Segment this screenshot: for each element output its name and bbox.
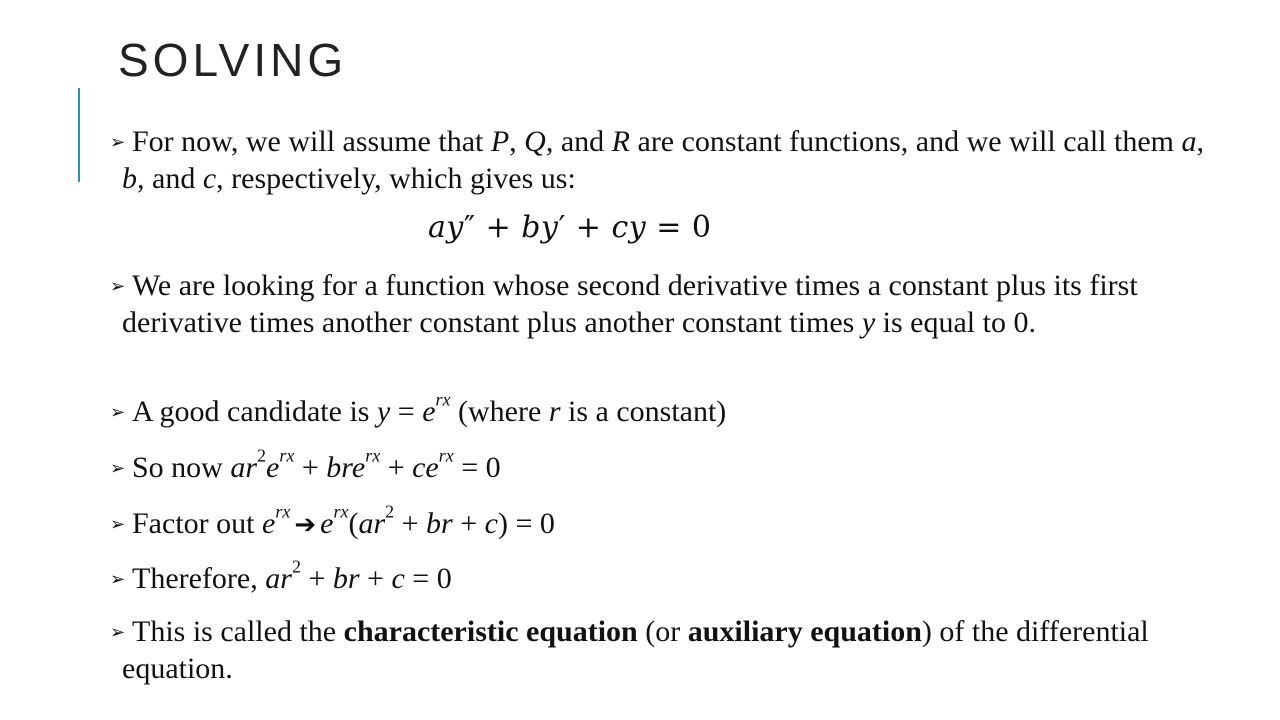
arrowhead-bullet-icon: ➢ xyxy=(110,132,126,153)
bullet-good-candidate: ➢ A good candidate is $y = e^{rx}$ (where r is a constant) xyxy=(110,394,1222,431)
bullet-therefore: ➢ Therefore, $ar^2$ + br + c = 0 xyxy=(110,561,1222,598)
bullet-constant-functions: ➢ For now, we will assume that P, Q, and R are constant functions, and we will call them a, b, and c, respectively, which gives us: xyxy=(110,125,1204,195)
bullet-substitution: ➢ So now $ar^2e^{rx} + bre^{rx} + ce^{rx} = 0$ xyxy=(110,450,1222,487)
arrowhead-bullet-icon: ➢ xyxy=(110,569,126,590)
arrowhead-bullet-icon: ➢ xyxy=(110,276,126,297)
differential-equation: ay″ + by′ + cy = 0 xyxy=(428,210,712,245)
bullet-factor-out: ➢ Factor out $e^{rx}$ ➔ $e^{rx}(ar^2$ + br + c) = 0 xyxy=(110,506,1222,543)
bullet-characteristic-equation: ➢ This is called the characteristic equation (or auxiliary equation) of the differential equation. xyxy=(110,615,1149,685)
title-accent-bar xyxy=(78,88,80,182)
arrowhead-bullet-icon: ➢ xyxy=(110,458,126,479)
arrowhead-bullet-icon: ➢ xyxy=(110,622,126,643)
arrowhead-bullet-icon: ➢ xyxy=(110,514,126,535)
double-arrow-right-icon: ➔ xyxy=(294,510,317,540)
bullet-looking-for-function: ➢ We are looking for a function whose second derivative times a constant plus its first derivative times another constant plus another constant times y is equal to 0. xyxy=(110,269,1138,339)
arrowhead-bullet-icon: ➢ xyxy=(110,402,126,423)
slide-title: SOLVING xyxy=(118,34,348,86)
